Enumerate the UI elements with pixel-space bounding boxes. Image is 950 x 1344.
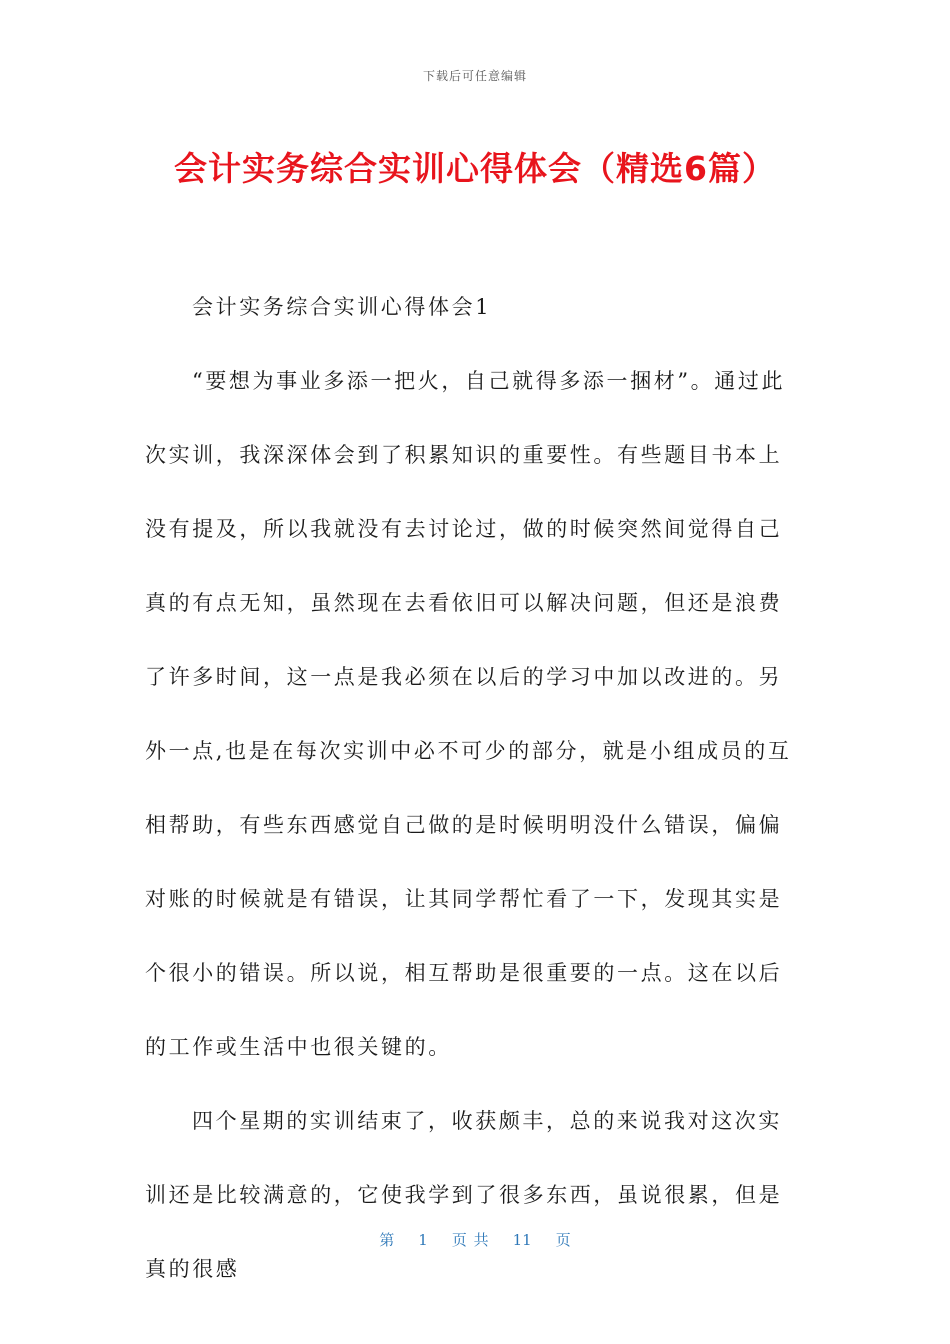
footer-label-page: 第 [379, 1231, 395, 1249]
document-body [145, 270, 805, 1306]
footer-total-pages: 11 [512, 1231, 532, 1249]
header-note: 下载后可任意编辑 [422, 69, 527, 83]
body-paragraph: 四个星期的实训结束了，收获颇丰，总的来说我对这次实训还是比较满意的，它使我学到了很多东西，虽说很累，但是真的很感 [145, 1109, 783, 1281]
footer-label-end: 页 [555, 1231, 571, 1249]
body-paragraph: “要想为事业多添一把火，自己就得多添一捆材”。通过此次实训，我深深体会到了积累知识的重要性。有些题目书本上没有提及，所以我就没有去讨论过，做的时候突然间觉得自己真的有点无知，虽然现在去看依旧可以解决问题，但还是浪费了许多时间，这一点是我必须在以后的学习中加以改进的。另外一点,也是在每次实训中必不可少的部分，就是小组成员的互相帮助，有些东西感觉自己做的是时候明明没什么错误，偏偏对账的时候就是有错误，让其同学帮忙看了一下，发现其实是个很小的错误。所以说，相互帮助是很重要的一点。这在以后的工作或生活中也很关键的。 [145, 369, 792, 1059]
section-heading: 会计实务综合实训心得体会1 [192, 295, 492, 319]
document-title: 会计实务综合实训心得体会（精选6篇） [174, 149, 776, 188]
page-footer [0, 1229, 950, 1250]
footer-label-of: 页 共 [451, 1231, 489, 1249]
footer-current-page: 1 [418, 1231, 428, 1249]
